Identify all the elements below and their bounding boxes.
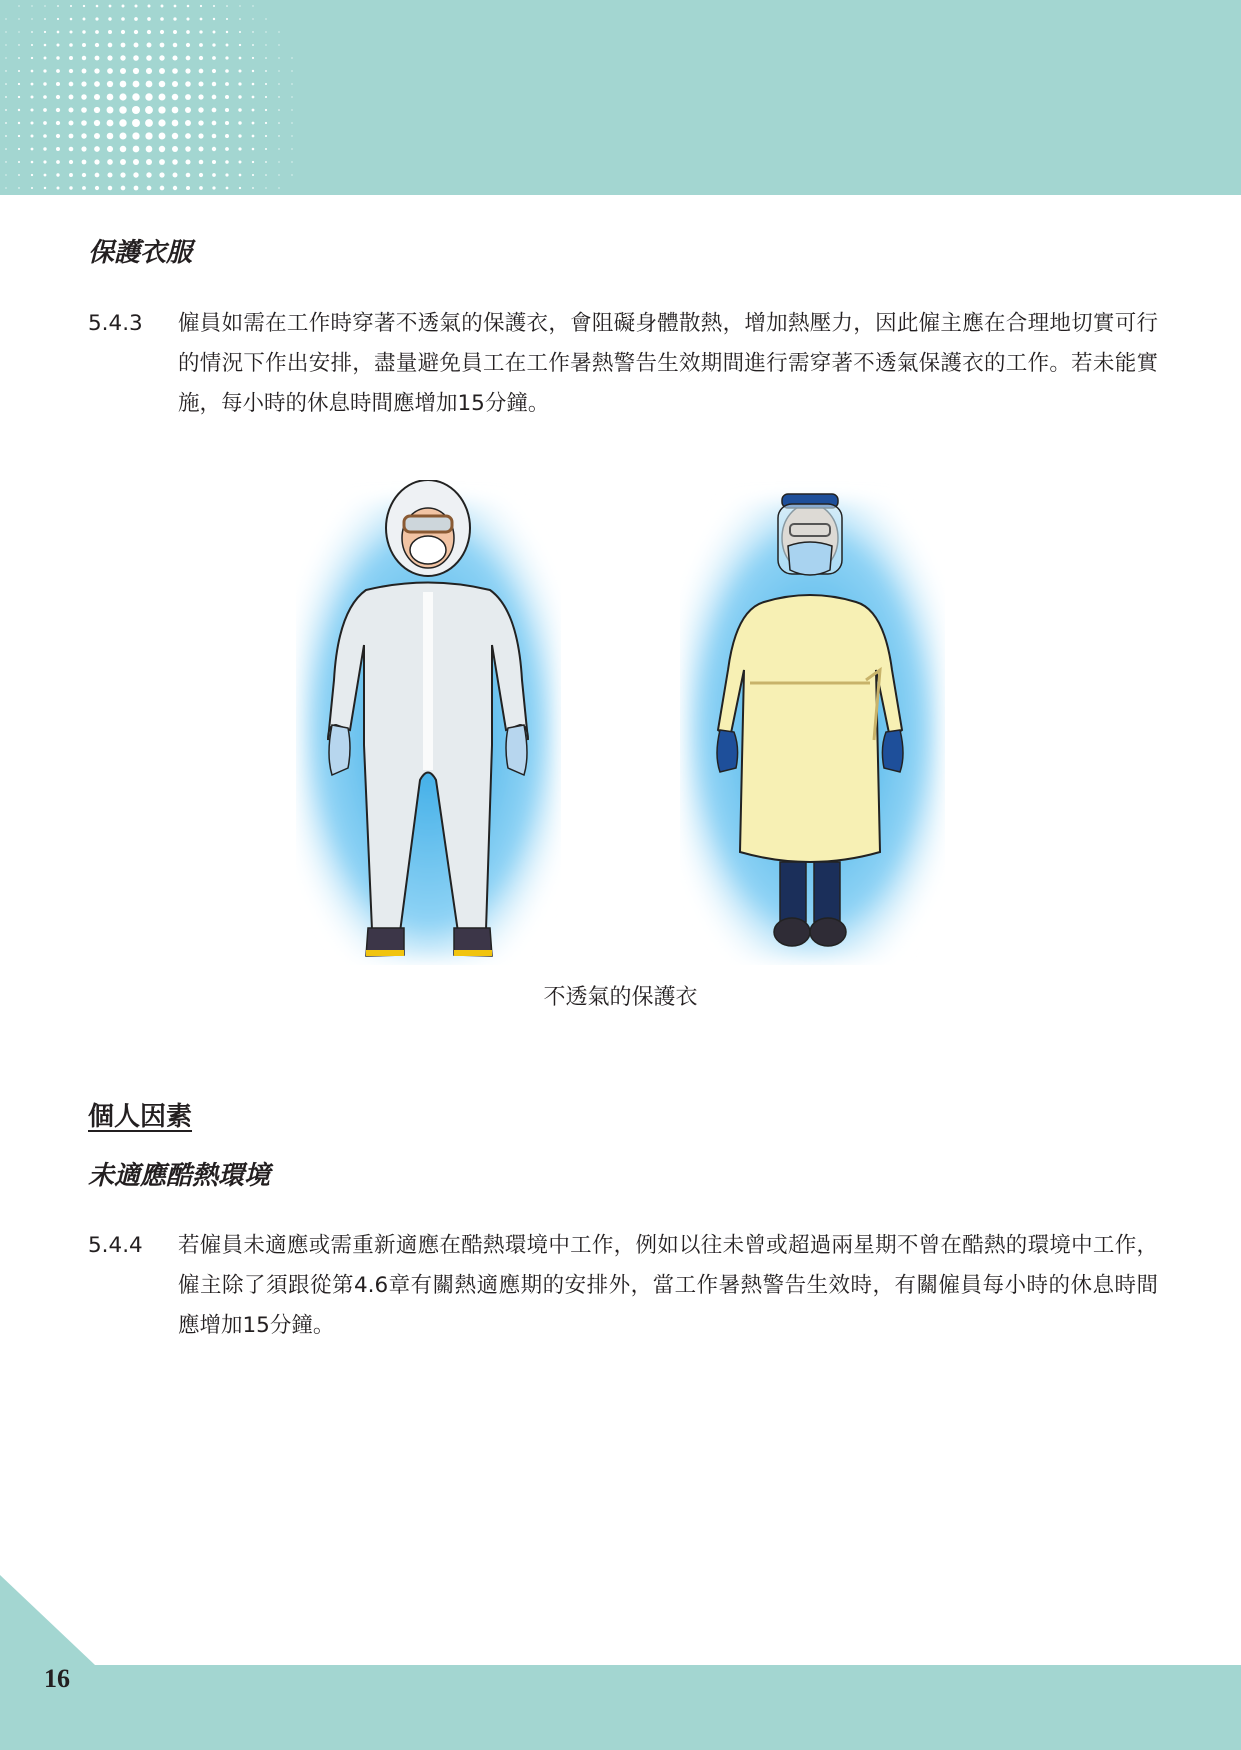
figure-caption: 不透氣的保護衣 bbox=[543, 985, 698, 1010]
section-heading-protective-clothing: 保護衣服 bbox=[88, 238, 193, 268]
footer-band bbox=[0, 1665, 1241, 1750]
clause-5-4-3 bbox=[88, 304, 1158, 424]
coverall-suit-illustration bbox=[296, 480, 561, 965]
isolation-gown-illustration bbox=[680, 480, 945, 965]
clause-number: 5.4.3 bbox=[88, 311, 143, 336]
clause-5-4-4 bbox=[88, 1226, 1158, 1346]
clause-text: 僱員如需在工作時穿著不透氣的保護衣，會阻礙身體散熱，增加熱壓力，因此僱主應在合理地切實可行的情況下作出安排，盡量避免員工在工作暑熱警告生效期間進行需穿著不透氣保護衣的工作。若未能實施，每小時的休息時間應增加15分鐘。 bbox=[178, 311, 1158, 416]
subheading-not-acclimatized: 未適應酷熱環境 bbox=[88, 1161, 271, 1191]
footer-corner-decoration bbox=[0, 1575, 100, 1670]
page-number: 16 bbox=[44, 1664, 70, 1693]
clause-text: 若僱員未適應或需重新適應在酷熱環境中工作，例如以往未曾或超過兩星期不曾在酷熱的環境中工作，僱主除了須跟從第4.6章有關熱適應期的安排外，當工作暑熱警告生效時，有關僱員每小時的休息時間應增加15分鐘。 bbox=[178, 1233, 1158, 1338]
section-heading-personal-factors: 個人因素 bbox=[88, 1102, 193, 1132]
clause-number: 5.4.4 bbox=[88, 1233, 143, 1258]
